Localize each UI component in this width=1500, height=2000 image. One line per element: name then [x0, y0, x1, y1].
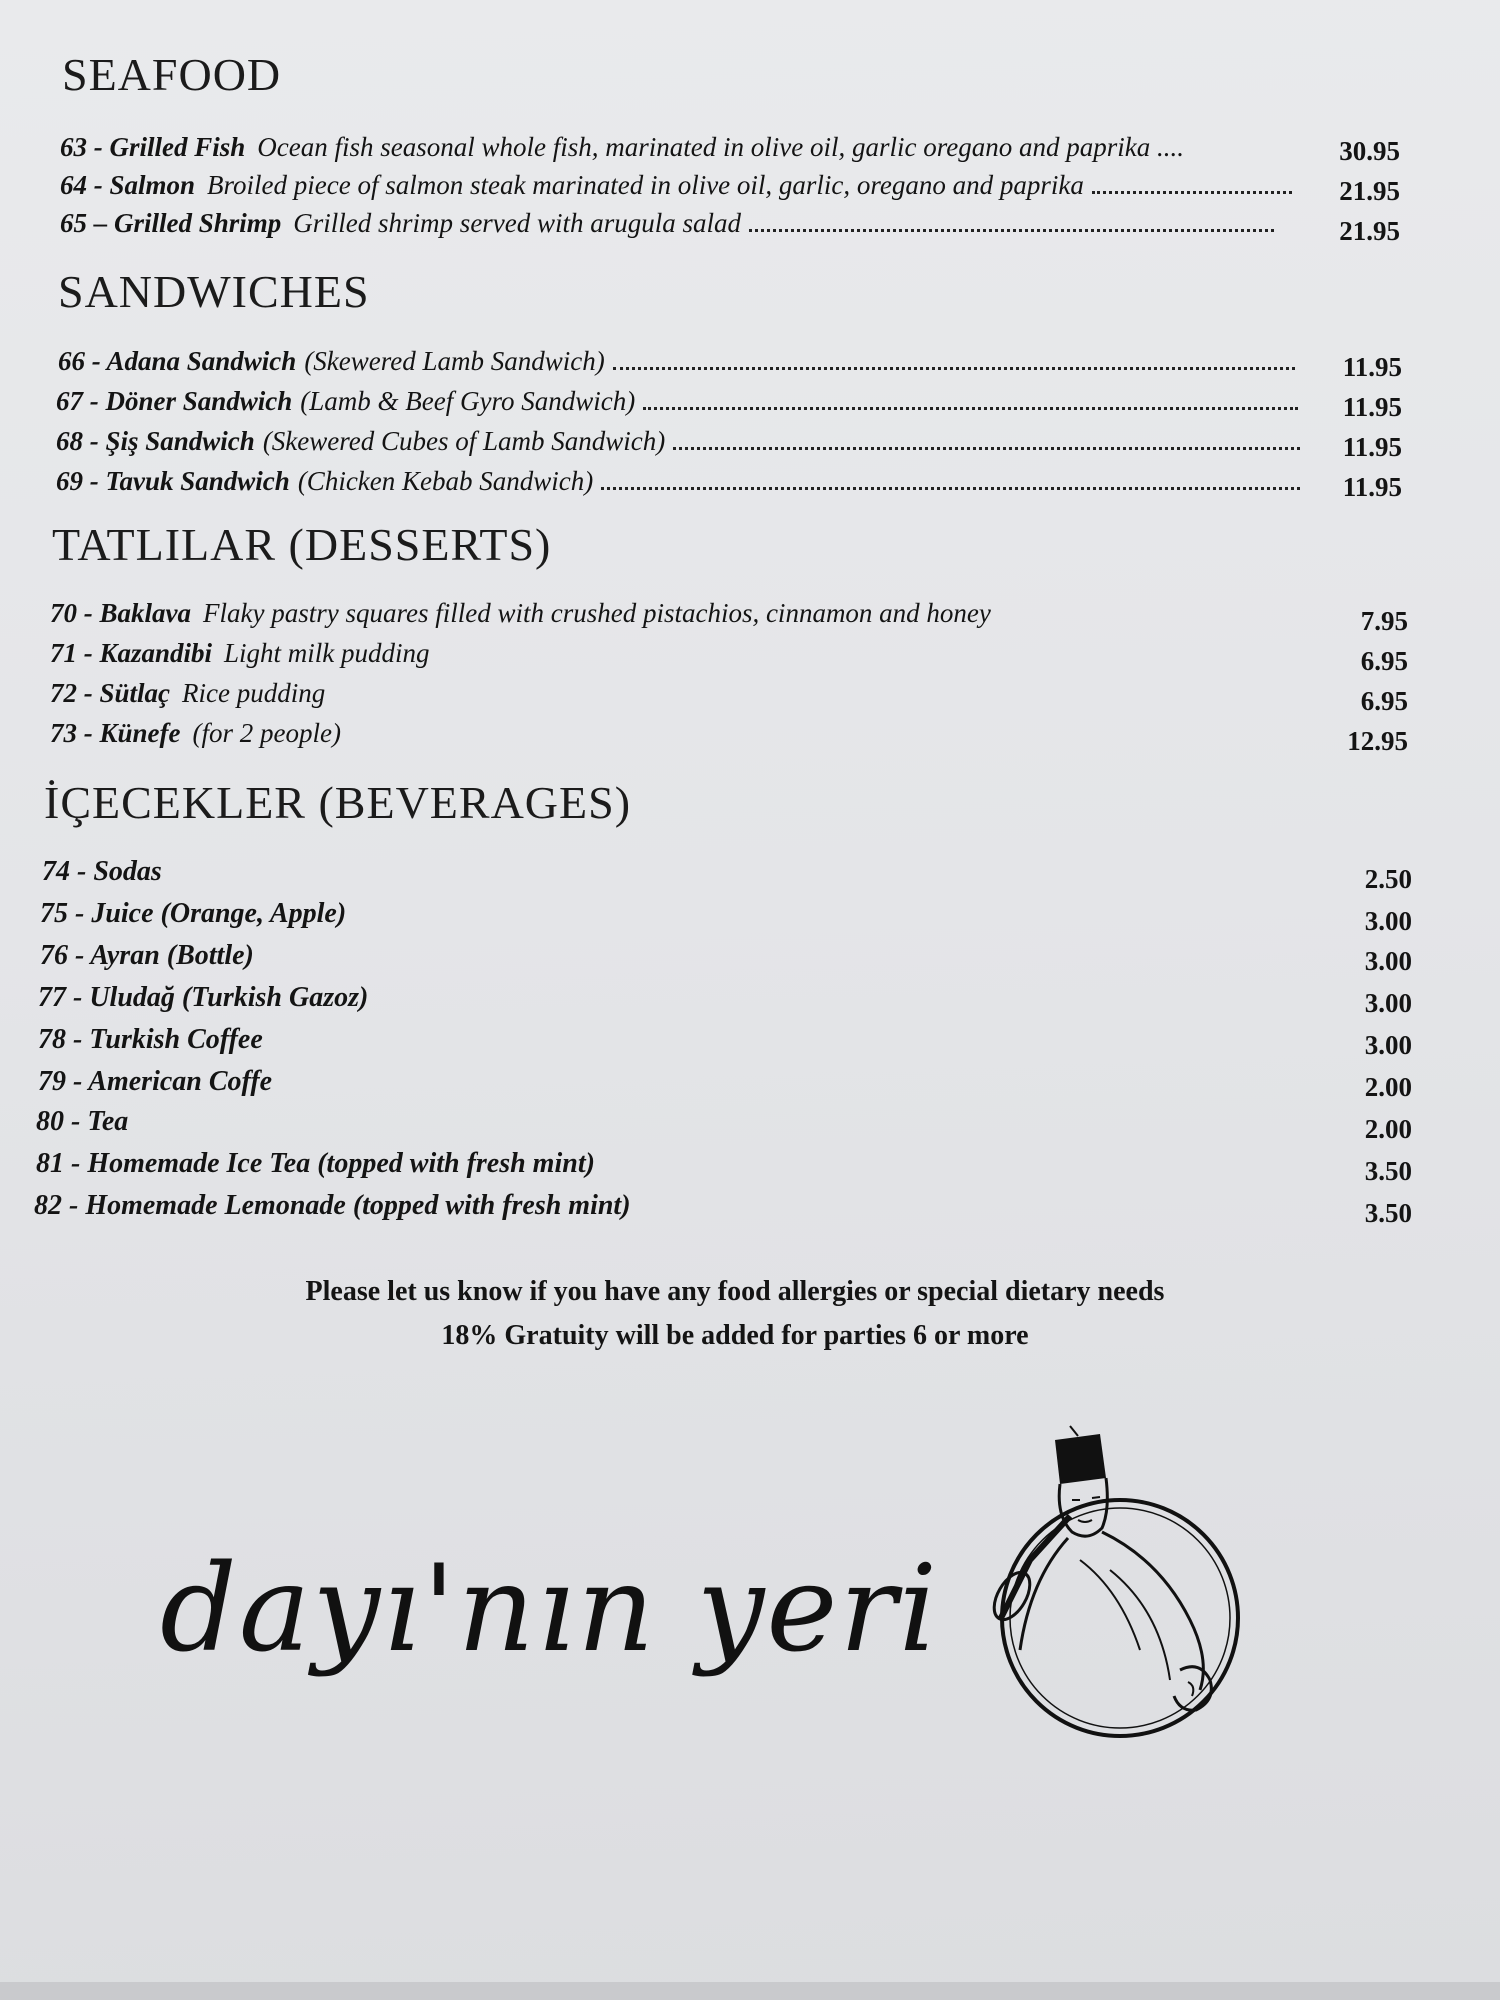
- item-name: 72 - Sütlaç: [50, 678, 171, 708]
- item-price: 2.50: [1364, 864, 1412, 894]
- item-description: Broiled piece of salmon steak marinated in olive oil, garlic, oregano and paprika: [207, 170, 1084, 200]
- item-name: 63 - Grilled Fish: [60, 132, 246, 162]
- item-description: Grilled shrimp served with arugula salad: [293, 208, 742, 238]
- menu-item: 80 - Tea: [36, 1106, 129, 1137]
- menu-item: 82 - Homemade Lemonade (topped with fresh mint): [34, 1190, 631, 1221]
- item-description: Flaky pastry squares filled with crushed pistachios, cinnamon and honey: [203, 598, 991, 628]
- section-title-desserts: TATLILAR (DESSERTS): [52, 519, 552, 570]
- item-price: 21.95: [1339, 176, 1400, 206]
- item-name: 70 - Baklava: [50, 598, 191, 628]
- section-title-sandwiches: SANDWICHES: [58, 266, 370, 317]
- menu-item: [60, 208, 1282, 239]
- dot-leader: [673, 447, 1300, 450]
- item-price: 11.95: [1342, 432, 1402, 462]
- item-name: 65 – Grilled Shrimp: [60, 208, 282, 238]
- item-price: 21.95: [1339, 216, 1400, 246]
- menu-item: 77 - Uludağ (Turkish Gazoz): [38, 982, 369, 1013]
- menu-item: 78 - Turkish Coffee: [38, 1024, 263, 1055]
- section-title-seafood: SEAFOOD: [62, 49, 282, 100]
- item-price: 2.00: [1364, 1072, 1412, 1102]
- item-name: 64 - Salmon: [60, 170, 196, 200]
- item-price: 3.00: [1364, 906, 1412, 936]
- allergy-note: Please let us know if you have any food allergies or special dietary needs: [305, 1276, 1165, 1307]
- menu-item: [50, 598, 1250, 629]
- menu-item: 76 - Ayran (Bottle): [40, 940, 254, 971]
- dot-leader: [643, 407, 1298, 410]
- menu-item: 75 - Juice (Orange, Apple): [40, 898, 347, 929]
- dot-leader: [613, 367, 1295, 370]
- menu-item: [56, 386, 1306, 417]
- gratuity-note: 18% Gratuity will be added for parties 6 or more: [441, 1320, 1029, 1351]
- item-price: 3.00: [1364, 946, 1412, 976]
- item-price: 6.95: [1360, 646, 1408, 676]
- item-price: 2.00: [1364, 1114, 1412, 1144]
- menu-item: 79 - American Coffe: [38, 1066, 273, 1097]
- item-name: 67 - Döner Sandwich: [56, 386, 293, 416]
- item-description: (Skewered Cubes of Lamb Sandwich): [262, 426, 666, 456]
- item-price: 11.95: [1342, 392, 1402, 422]
- item-description: Rice pudding: [182, 678, 326, 708]
- menu-item: [56, 466, 1308, 497]
- menu-item: [56, 426, 1308, 457]
- menu-item: [50, 638, 1050, 669]
- item-price: 3.00: [1364, 1030, 1412, 1060]
- menu-item: [58, 346, 1303, 377]
- item-description: (Lamb & Beef Gyro Sandwich): [300, 386, 636, 416]
- item-price: 11.95: [1342, 352, 1402, 382]
- item-price: 6.95: [1360, 686, 1408, 716]
- dot-leader: [1092, 191, 1292, 194]
- item-description: (Chicken Kebab Sandwich): [297, 466, 594, 496]
- item-description: Ocean fish seasonal whole fish, marinated in olive oil, garlic oregano and paprika ....: [257, 132, 1184, 162]
- item-description: Light milk pudding: [224, 638, 430, 668]
- menu-item: [50, 718, 1050, 749]
- item-name: 71 - Kazandibi: [50, 638, 213, 668]
- item-description: (for 2 people): [192, 718, 341, 748]
- item-name: 68 - Şiş Sandwich: [56, 426, 255, 456]
- menu-item: [60, 132, 1290, 163]
- dot-leader: [601, 487, 1300, 490]
- man-with-fez-drinking-icon: [960, 1420, 1290, 1780]
- restaurant-logo-text: dayı'nın yeri: [160, 1540, 940, 1679]
- item-name: 69 - Tavuk Sandwich: [56, 466, 290, 496]
- item-name: 73 - Künefe: [50, 718, 181, 748]
- section-title-beverages: İÇECEKLER (BEVERAGES): [44, 777, 632, 828]
- menu-item: [50, 678, 1050, 709]
- page-edge: [0, 1982, 1500, 2000]
- item-price: 11.95: [1342, 472, 1402, 502]
- item-price: 30.95: [1339, 136, 1400, 166]
- item-price: 3.00: [1364, 988, 1412, 1018]
- item-name: 66 - Adana Sandwich: [58, 346, 297, 376]
- item-description: (Skewered Lamb Sandwich): [304, 346, 605, 376]
- menu-item: [60, 170, 1300, 201]
- item-price: 3.50: [1364, 1198, 1412, 1228]
- menu-item: 74 - Sodas: [42, 856, 162, 887]
- item-price: 12.95: [1347, 726, 1408, 756]
- item-price: 3.50: [1364, 1156, 1412, 1186]
- menu-item: 81 - Homemade Ice Tea (topped with fresh mint): [36, 1148, 595, 1179]
- dot-leader: [749, 229, 1274, 232]
- item-price: 7.95: [1360, 606, 1408, 636]
